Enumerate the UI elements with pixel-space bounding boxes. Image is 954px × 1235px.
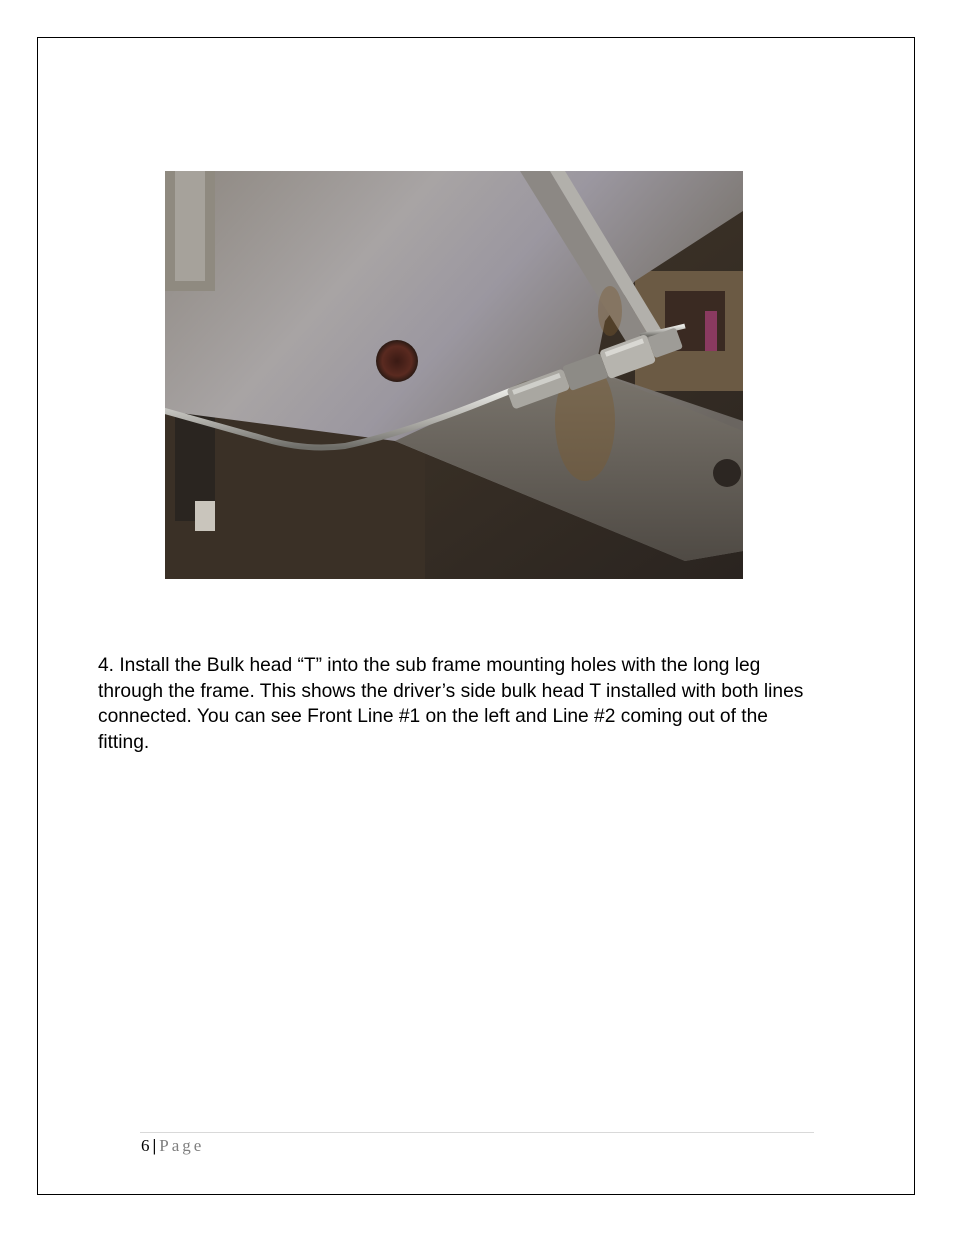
page-number: 6 — [141, 1136, 150, 1155]
page-label: Page — [159, 1136, 205, 1155]
page-footer — [141, 1136, 204, 1156]
instruction-text: 4. Install the Bulk head “T” into the sub frame mounting holes with the long leg through the frame. This shows the driver’s side bulk head T installed with both lines connected. You can see Front Line #1 on the left and Line #2 coming out of the fitting. — [98, 655, 804, 753]
bulkhead-t-installation-photo — [165, 171, 743, 579]
footer-separator: | — [152, 1136, 157, 1155]
footer-divider — [140, 1132, 814, 1133]
